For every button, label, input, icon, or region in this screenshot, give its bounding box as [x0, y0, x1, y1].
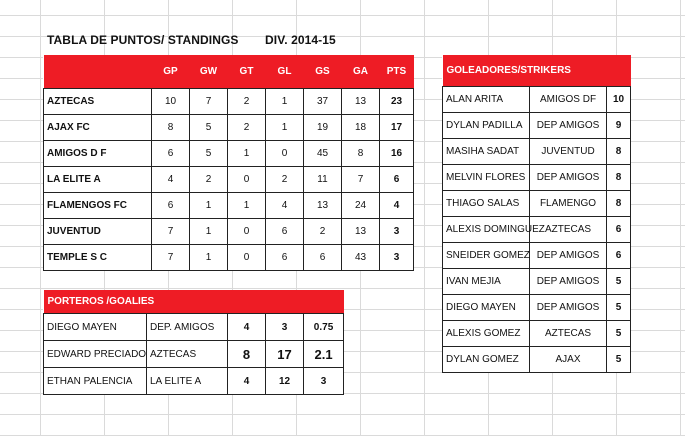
- striker-goals: 8: [607, 139, 631, 165]
- striker-goals: 5: [607, 347, 631, 373]
- cell-pts: 4: [380, 193, 414, 219]
- cell-gp: 7: [152, 245, 190, 271]
- striker-name: ALEXIS DOMINGUEZ: [443, 217, 530, 243]
- cell-gl: 6: [266, 219, 304, 245]
- cell-gs: 45: [304, 141, 342, 167]
- cell-gs: 37: [304, 89, 342, 115]
- striker-team: DEP AMIGOS: [530, 165, 607, 191]
- table-row: [443, 295, 631, 321]
- goalie-name: ETHAN PALENCIA: [44, 368, 147, 395]
- striker-name: ALEXIS GOMEZ: [443, 321, 530, 347]
- cell-gs: 19: [304, 115, 342, 141]
- striker-goals: 6: [607, 243, 631, 269]
- cell-ga: 7: [342, 167, 380, 193]
- cell-gt: 2: [228, 115, 266, 141]
- striker-team: JUVENTUD: [530, 139, 607, 165]
- team-name: TEMPLE S C: [44, 245, 152, 271]
- striker-goals: 6: [607, 217, 631, 243]
- cell-gs: 6: [304, 245, 342, 271]
- team-name: AMIGOS D F: [44, 141, 152, 167]
- table-row: [443, 269, 631, 295]
- striker-goals: 9: [607, 113, 631, 139]
- cell-ga: 24: [342, 193, 380, 219]
- cell-gl: 6: [266, 245, 304, 271]
- goalie-stat-3: 0.75: [304, 314, 344, 341]
- division-label: DIV. 2014-15: [265, 33, 336, 47]
- goalie-name: EDWARD PRECIADO: [44, 341, 147, 368]
- strikers-header-row: [443, 55, 631, 87]
- table-row: [443, 165, 631, 191]
- table-row: [44, 219, 414, 245]
- table-row: [44, 341, 344, 368]
- striker-team: AMIGOS DF: [530, 87, 607, 113]
- standings-header-row: [44, 55, 414, 89]
- striker-name: DIEGO MAYEN: [443, 295, 530, 321]
- striker-goals: 5: [607, 321, 631, 347]
- table-row: [44, 115, 414, 141]
- striker-team: DEP AMIGOS: [530, 269, 607, 295]
- cell-gp: 4: [152, 167, 190, 193]
- cell-gl: 1: [266, 115, 304, 141]
- header-gp: GP: [152, 55, 190, 89]
- team-name: AZTECAS: [44, 89, 152, 115]
- strikers-title: GOLEADORES/STRIKERS: [443, 55, 631, 87]
- cell-gl: 1: [266, 89, 304, 115]
- cell-pts: 3: [380, 219, 414, 245]
- goalie-team: DEP. AMIGOS: [147, 314, 228, 341]
- striker-team: AZTECAS: [530, 217, 607, 243]
- team-name: JUVENTUD: [44, 219, 152, 245]
- goalie-team: AZTECAS: [147, 341, 228, 368]
- cell-gp: 10: [152, 89, 190, 115]
- cell-gw: 1: [190, 193, 228, 219]
- table-row: [443, 347, 631, 373]
- striker-team: DEP AMIGOS: [530, 295, 607, 321]
- goalie-stat-2: 3: [266, 314, 304, 341]
- cell-gw: 7: [190, 89, 228, 115]
- cell-gp: 6: [152, 193, 190, 219]
- goalie-stat-3: 3: [304, 368, 344, 395]
- cell-gl: 0: [266, 141, 304, 167]
- cell-gp: 6: [152, 141, 190, 167]
- header-gl: GL: [266, 55, 304, 89]
- header-gt: GT: [228, 55, 266, 89]
- striker-name: ALAN ARITA: [443, 87, 530, 113]
- cell-gw: 2: [190, 167, 228, 193]
- cell-pts: 17: [380, 115, 414, 141]
- cell-gw: 1: [190, 245, 228, 271]
- goalies-header-row: [44, 290, 344, 314]
- table-row: [44, 141, 414, 167]
- striker-goals: 8: [607, 191, 631, 217]
- cell-gt: 2: [228, 89, 266, 115]
- striker-name: MASIHA SADAT: [443, 139, 530, 165]
- cell-ga: 43: [342, 245, 380, 271]
- cell-gl: 2: [266, 167, 304, 193]
- header-pts: PTS: [380, 55, 414, 89]
- striker-goals: 5: [607, 269, 631, 295]
- table-row: [44, 89, 414, 115]
- table-row: [44, 368, 344, 395]
- strikers-table: [442, 55, 631, 373]
- striker-team: AJAX: [530, 347, 607, 373]
- striker-name: IVAN MEJIA: [443, 269, 530, 295]
- cell-gw: 1: [190, 219, 228, 245]
- standings-table: [43, 55, 414, 271]
- table-row: [443, 87, 631, 113]
- header-gs: GS: [304, 55, 342, 89]
- striker-goals: 10: [607, 87, 631, 113]
- team-name: AJAX FC: [44, 115, 152, 141]
- table-row: [443, 191, 631, 217]
- standings-title: TABLA DE PUNTOS/ STANDINGS: [47, 33, 239, 47]
- table-row: [44, 314, 344, 341]
- goalie-stat-2: 17: [266, 341, 304, 368]
- table-row: [44, 245, 414, 271]
- cell-pts: 6: [380, 167, 414, 193]
- goalie-stat-1: 4: [228, 368, 266, 395]
- striker-name: MELVIN FLORES: [443, 165, 530, 191]
- table-row: [44, 193, 414, 219]
- striker-name: THIAGO SALAS: [443, 191, 530, 217]
- goalie-stat-1: 8: [228, 341, 266, 368]
- cell-ga: 13: [342, 89, 380, 115]
- striker-goals: 8: [607, 165, 631, 191]
- goalie-team: LA ELITE A: [147, 368, 228, 395]
- team-name: LA ELITE A: [44, 167, 152, 193]
- striker-team: DEP AMIGOS: [530, 243, 607, 269]
- goalie-name: DIEGO MAYEN: [44, 314, 147, 341]
- cell-gs: 11: [304, 167, 342, 193]
- table-row: [443, 217, 631, 243]
- striker-name: DYLAN GOMEZ: [443, 347, 530, 373]
- striker-team: DEP AMIGOS: [530, 113, 607, 139]
- cell-gp: 7: [152, 219, 190, 245]
- striker-team: AZTECAS: [530, 321, 607, 347]
- striker-name: SNEIDER GOMEZ: [443, 243, 530, 269]
- header-ga: GA: [342, 55, 380, 89]
- cell-gt: 0: [228, 219, 266, 245]
- cell-pts: 23: [380, 89, 414, 115]
- cell-gt: 0: [228, 167, 266, 193]
- team-name: FLAMENGOS FC: [44, 193, 152, 219]
- cell-gw: 5: [190, 115, 228, 141]
- cell-gt: 0: [228, 245, 266, 271]
- table-row: [443, 321, 631, 347]
- table-row: [44, 167, 414, 193]
- cell-gs: 2: [304, 219, 342, 245]
- cell-ga: 13: [342, 219, 380, 245]
- cell-ga: 18: [342, 115, 380, 141]
- cell-gl: 4: [266, 193, 304, 219]
- striker-team: FLAMENGO: [530, 191, 607, 217]
- cell-ga: 8: [342, 141, 380, 167]
- goalies-table: [43, 290, 344, 395]
- goalie-stat-3: 2.1: [304, 341, 344, 368]
- table-row: [443, 243, 631, 269]
- cell-gt: 1: [228, 193, 266, 219]
- table-row: [443, 113, 631, 139]
- goalies-title: PORTEROS /GOALIES: [44, 290, 344, 314]
- cell-pts: 3: [380, 245, 414, 271]
- cell-pts: 16: [380, 141, 414, 167]
- goalie-stat-1: 4: [228, 314, 266, 341]
- cell-gp: 8: [152, 115, 190, 141]
- header-team: [44, 55, 152, 89]
- cell-gs: 13: [304, 193, 342, 219]
- cell-gw: 5: [190, 141, 228, 167]
- striker-name: DYLAN PADILLA: [443, 113, 530, 139]
- goalie-stat-2: 12: [266, 368, 304, 395]
- cell-gt: 1: [228, 141, 266, 167]
- header-gw: GW: [190, 55, 228, 89]
- striker-goals: 5: [607, 295, 631, 321]
- table-row: [443, 139, 631, 165]
